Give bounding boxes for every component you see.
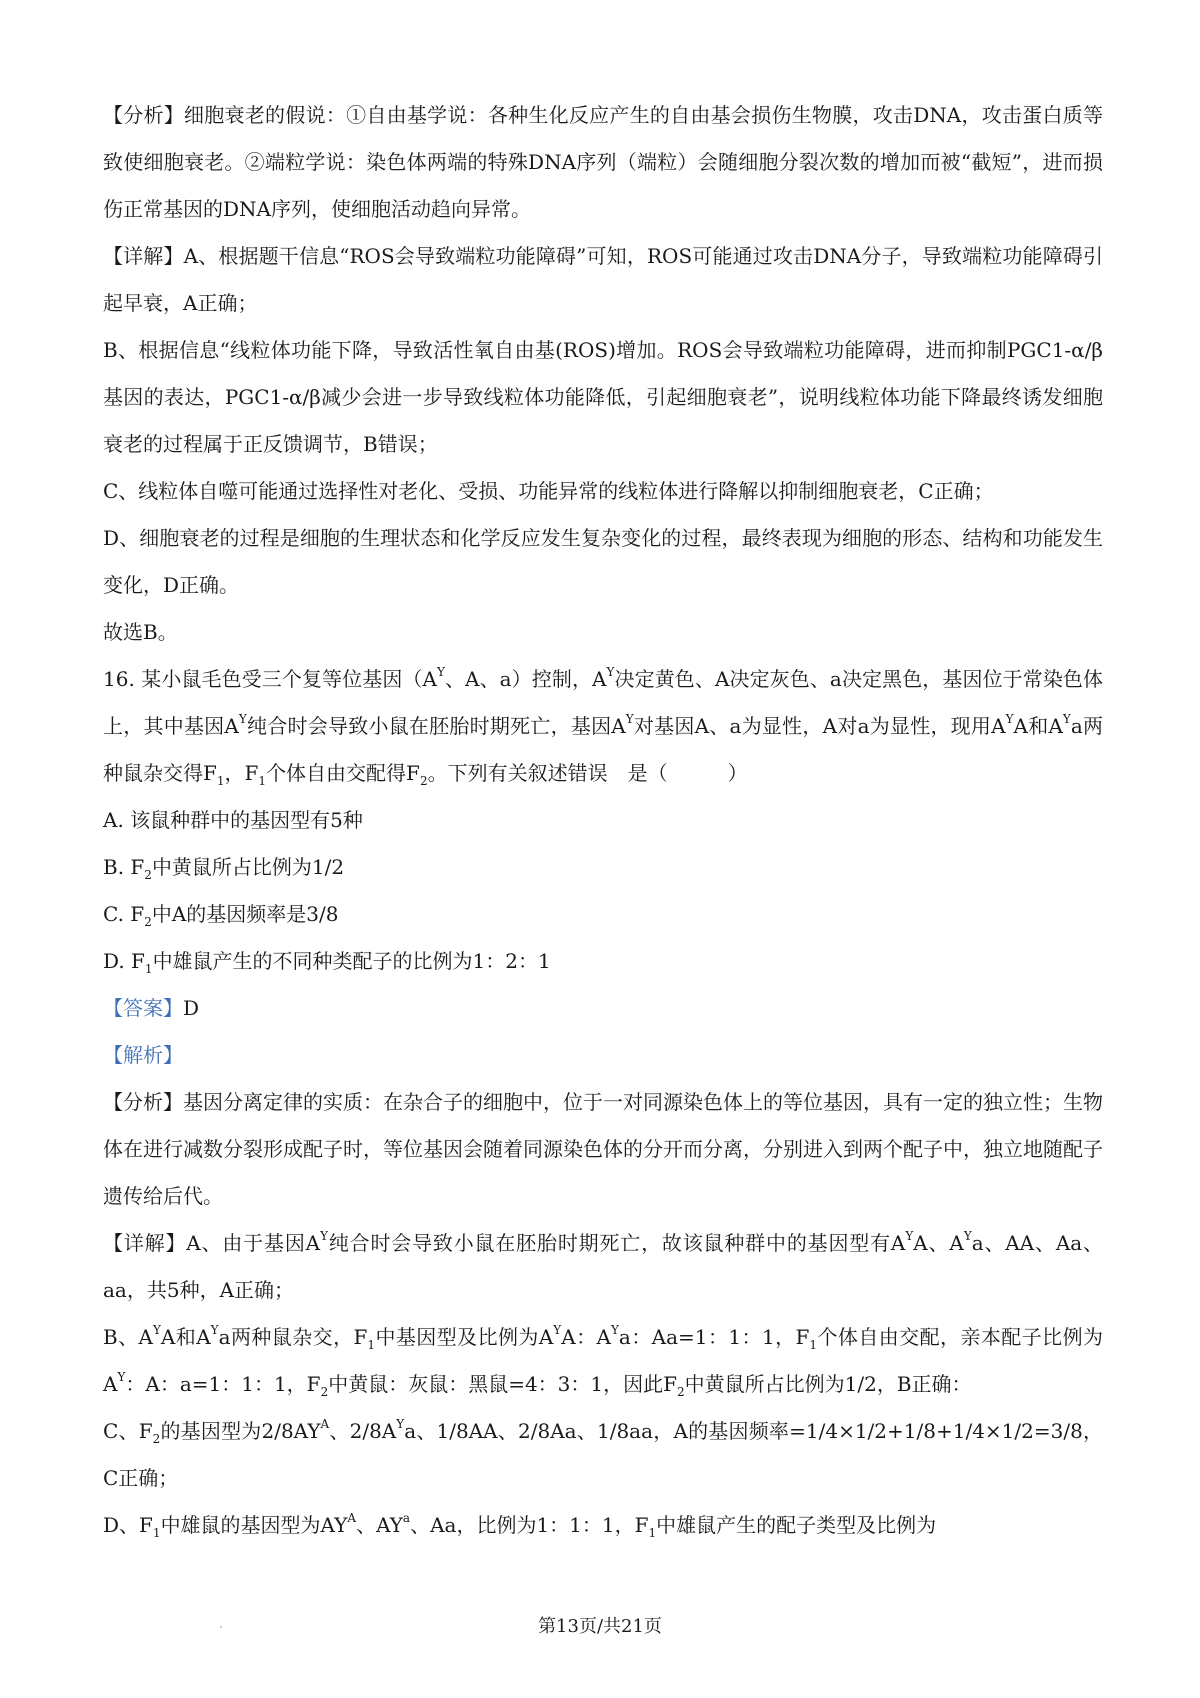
option-d: D. $F_1$中雄鼠产生的不同种类配子的比例为1：2：1 — [103, 949, 551, 976]
detail-paragraph-c: C、线粒体自噬可能通过选择性对老化、受损、功能异常的线粒体进行降解以抑制细胞衰老，C正确； — [103, 479, 994, 503]
section-label: 【分析】 — [103, 1090, 183, 1114]
analysis-paragraph-2: 【分析】基因分离定律的实质：在杂合子的细胞中，位于一对同源染色体上的等位基因，具有一定的独立性；生物体在进行减数分裂形成配子时，等位基因会随着同源染色体的分开而分离，分别进入到两个配子中，独立地随配子遗传给后代。 — [103, 1090, 1103, 1208]
section-label: 【分析】 — [103, 103, 185, 127]
detail-16-a: 【详解】A、由于基因$A^Y$纯合时会导致小鼠在胚胎时期死亡，故该鼠种群中的基因型有$A^YA$、$A^Ya$、AA、Aa、aa，共5种，A正确； — [103, 1229, 1104, 1302]
detail-16-b: B、$A^YA$和$A^Ya$两种鼠杂交，$F_1$中基因型及比例为$A^YA$：$A^Ya$：Aa=1：1：1，$F_1$个体自由交配，亲本配子比例为$A^Y$：A：a=1：1：1，$F_2$中黄鼠：灰鼠：黑鼠=4：3：1，因此$F_2$中黄鼠所占比例为1/2，B正确： — [103, 1323, 1104, 1399]
section-label: 【详解】 — [103, 1231, 187, 1255]
answer-value: D — [183, 996, 200, 1020]
answer-label: 【答案】 — [103, 996, 183, 1020]
detail-paragraph-a: 【详解】A、根据题干信息“ROS会导致端粒功能障碍”可知，ROS可能通过攻击DNA分子，导致端粒功能障碍引起早衰，A正确； — [103, 244, 1103, 315]
option-c: C. $F_2$中A的基因频率是3/8 — [103, 902, 339, 929]
detail-16-c: C、$F_2$的基因型为$2/8AY^A$、$2/8A^Ya$、1/8AA、2/8Aa、1/8aa，A的基因频率=1/4×1/2+1/8+1/4×1/2=3/8，C正确； — [103, 1417, 1104, 1490]
option-a: A. 该鼠种群中的基因型有5种 — [103, 808, 363, 832]
page-content — [103, 92, 1103, 1549]
detail-paragraph-b: B、根据信息“线粒体功能下降，导致活性氧自由基(ROS)增加。ROS会导致端粒功能障碍，进而抑制PGC1-α/β基因的表达，PGC1-α/β减少会进一步导致线粒体功能降低，引起细胞衰老”，说明线粒体功能下降最终诱发细胞衰老的过程属于正反馈调节，B错误； — [103, 338, 1103, 456]
question-16-stem: 16. 某小鼠毛色受三个复等位基因（$A^Y$、A、a）控制，$A^Y$决定黄色、A决定灰色、a决定黑色，基因位于常染色体上，其中基因$A^Y$纯合时会导致小鼠在胚胎时期死亡，基因$A^Y$对基因A、a为显性，A对a为显性，现用$A^YA$和$A^Ya$两种鼠杂交得$F_1$，$F_1$个体自由交配得$F_2$。下列有关叙述错误 是（ ） — [103, 665, 1104, 788]
detail-paragraph-d: D、细胞衰老的过程是细胞的生理状态和化学反应发生复杂变化的过程，最终表现为细胞的形态、结构和功能发生变化，D正确。 — [103, 526, 1103, 597]
answer-line — [103, 985, 1103, 1032]
option-b: B. $F_2$中黄鼠所占比例为1/2 — [103, 855, 345, 882]
page-footer: 第13页/共21页 — [538, 1616, 662, 1637]
conclusion-line: 故选B。 — [103, 620, 178, 644]
detail-16-d: D、$F_1$中雄鼠的基因型为$AY^A$、$AY^a$、Aa，比例为1：1：1，$F_1$中雄鼠产生的配子类型及比例为 — [103, 1511, 937, 1540]
explanation-heading: 【解析】 — [103, 1043, 183, 1067]
analysis-paragraph-1: 【分析】细胞衰老的假说：①自由基学说：各种生化反应产生的自由基会损伤生物膜，攻击DNA，攻击蛋白质等致使细胞衰老。②端粒学说：染色体两端的特殊DNA序列（端粒）会随细胞分裂次数的增加而被“截短”，进而损伤正常基因的DNA序列，使细胞活动趋向异常。 — [103, 103, 1104, 221]
section-label: 【详解】 — [103, 244, 184, 268]
